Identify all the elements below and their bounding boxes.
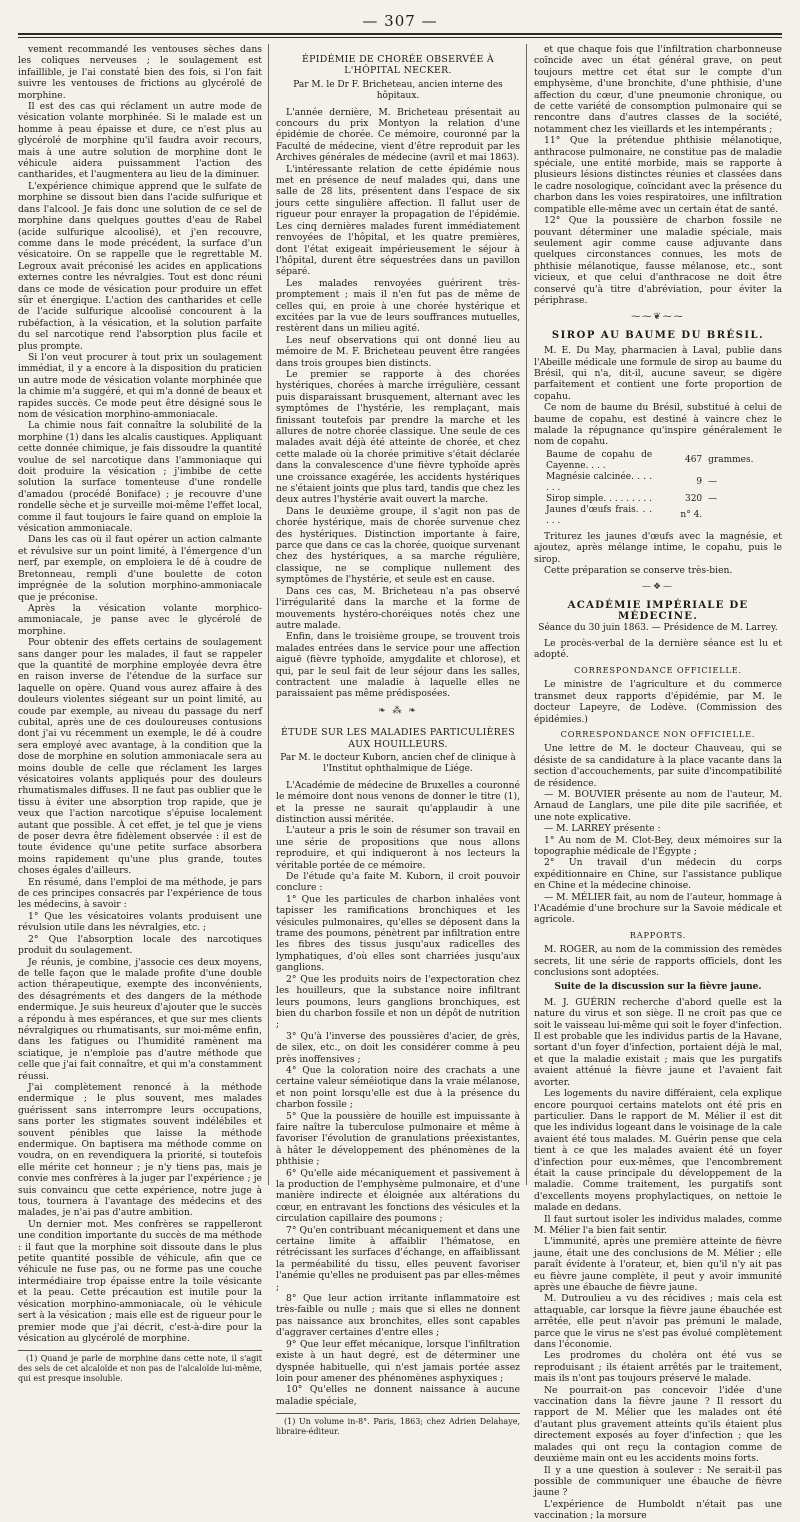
paragraph: L'expérience chimique apprend que le sulfate de morphine se dissout bien dans l'acide sulfurique et dans l'alcool. Je fais donc une solution de ce sel de morphine dans quelques gouttes d'eau de Rabel (acide sulfurique alcoolisé), et j'en recouvre, comme dans le mode précédent, la surface d'un vésicatoire. On se rappelle que le regrettable M. Legroux avait préconisé les acides en applications externes contre les névralgies. Tout est donc réuni dans ce mode de vésication pour produire un effet sûr et énergique. L'action des cantharides et celle de l'acide sulfurique alcoolisé concourent à la rubéfaction, à la vésication, et la solution parfaite du sel narcotique rend l'absorption plus facile et plus prompte.	[18, 180, 262, 352]
recipe-row	[546, 494, 774, 505]
recipe-name: Sirop simple. . . . . . . . .	[546, 493, 653, 504]
paragraph: L'auteur a pris le soin de résumer son travail en une série de propositions que nous allons reproduire, et qui indiqueront à nos lecteurs la véritable portée de ce mémoire.	[276, 825, 520, 871]
paragraph: Pour obtenir des effets certains de soulagement sans danger pour les malades, il faut se rappeler que la quantité de morphine employée devra être en raison inverse de l'étendue de la surface sur laquelle on opère. Quand vous aurez affaire à des douleurs violentes siégeant sur un point limité, au coude par exemple, au niveau du passage du nerf cubital, après une de ces douloureuses contusions dont j'ai vu récemment un exemple, le dé à coudre sera employé avec avantage, à la condition que la dose de morphine en solution ammoniacale sera au moins double de celle que réclament les larges vésicatoires volants appliqués pour des douleurs rhumatismales diffuses. Il ne faut pas oublier que le tissu à éviter une absorption trop rapide, que je veux que l'action narcotique s'épuise localement autant que possible. À cet effet, je tel que je viens de poser devra être fidèlement observée : il est de toute évidence qu'une petite surface absorbera moins rapidement qu'une plus grande, toutes choses égales d'ailleurs.	[18, 637, 262, 877]
paragraph: L'année dernière, M. Bricheteau présentait au concours du prix Montyon la relation d'une épidémie de chorée. Ce mémoire, couronné par la Faculté de médecine, vient d'être reproduit par les Archives générales de médecine (avril et mai 1863).	[276, 106, 520, 164]
article-byline: Par M. le docteur Kuborn, ancien chef de clinique à l'Institut ophthalmique de Liége.	[280, 752, 516, 775]
paragraph: Il faut surtout isoler les individus malades, comme M. Mélier l'a bien fait sentir.	[534, 1213, 782, 1236]
recipe-name: Baume de copahu de Cayenne. . . .	[546, 449, 653, 471]
paragraph: 1° Que les vésicatoires volants produisent une révulsion utile dans les névralgies, etc. ;	[18, 910, 262, 934]
header-rule	[18, 33, 782, 38]
footnote	[276, 1413, 520, 1437]
recipe-unit: —	[708, 477, 718, 488]
paragraph: Je réunis, je combine, j'associe ces deux moyens, de telle façon que le malade profite d'une double action thérapeutique, exempte des inconvénients, des désagréments et des dangers de la méthode endermique. Je suis heureux d'ajouter que le succès a répondu à mes espérances, et que sur mes clients névralgiques ou rhumatisants, sur moi-même enfin, dans les fatigues ou l'humidité ramènent ma sciatique, je n'emploie pas d'autre méthode que celle que j'ai fait connaître, et qui m'a constamment réussi.	[18, 956, 262, 1082]
paragraph: Un dernier mot. Mes confrères se rappelleront une condition importante du succès de ma méthode : il faut que la morphine soit dissoute dans le plus petite quantité possible de véhicule, afin que ce véhicule ne fuse pas, ou ne forme pas une couche intermédiaire trop épaisse entre la toile vésicante et la peau. Cette précaution est inutile pour la vésication morphino-ammoniacale, où le véhicule sert à la vésication ; mais elle est de rigueur pour le premier mode que j'ai décrit, c'est-à-dire pour la vésication au glycérolé de morphine.	[18, 1218, 262, 1344]
ornament-divider: ❧ ⁂ ❧	[378, 705, 418, 716]
paragraph: Le premier se rapporte à des chorées hystériques, chorées à marche irrégulière, cessant puis disparaissant brusquement, alternant avec les symptômes de l'hystérie, les remplaçant, mais finissant toutefois par prendre la marche et les allures de notre chorée classique. Une seule de ces malades avait déjà été atteinte de chorée, et chez cette malade où la chorée primitive s'était déclarée dans la convalescence d'une fièvre typhoïde après une croissance exagérée, les accidents hystériques ne s'étaient joints que plus tard, tandis que chez les deux autres l'hystérie avait ouvert la marche.	[276, 368, 520, 506]
paragraph: Ce nom de baume du Brésil, substitué à celui de baume de copahu, est destiné à vaincre chez le malade la répugnance qu'inspire généralement le nom de copahu.	[534, 402, 782, 448]
recipe-name: Magnésie calcinée. . . . . . .	[546, 471, 653, 493]
paragraph: et que chaque fois que l'infiltration charbonneuse coïncide avec un état général grave, on peut toujours mettre cet état sur le compte d'un emphysème, d'une bronchite, d'une phthisie, d'une affection du cœur, d'une pneumonie chronique, ou de cette variété de consomption pulmonaire qui se rencontre dans d'autres classes de la société, notamment chez les vieillards et les intempérants ;	[534, 44, 782, 135]
paragraph: vement recommandé les ventouses sèches dans les coliques nerveuses ; le soulagement est infaillible, je l'ai constaté bien des fois, si l'on fait suivre les ventouses de frictions au glycérolé de morphine.	[18, 44, 262, 101]
page-number: — 307 —	[362, 12, 438, 30]
column-1	[18, 44, 262, 1384]
paragraph: Enfin, dans le troisième groupe, se trouvent trois malades entrées dans le service pour une affection aiguë (fièvre typhoïde, amygdalite et chlorose), et qui, par le seul fait de leur séjour dans les salles, contractent une maladie à laquelle elles ne paraissaient pas même prédisposées.	[276, 631, 520, 700]
paragraph: Dans le deuxième groupe, il s'agit non pas de chorée hystérique, mais de chorée survenue chez des hystériques. Distinction importante à faire, parce que dans ce cas la chorée, quoique survenant chez des hystériques, a sa marche régulière, classique, ne se complique nullement des symptômes de l'hystérie, et seule est en cause.	[276, 505, 520, 586]
footnote	[18, 1350, 262, 1384]
article-title: ÉTUDE SUR LES MALADIES PARTICULIÈRES AUX HOUILLEURS.	[280, 727, 516, 750]
subheading: CORRESPONDANCE OFFICIELLE.	[574, 664, 742, 675]
paragraph: 8° Que leur action irritante inflammatoire est très-faible ou nulle ; mais que si elles ne donnent pas naissance aux bronchites, elles sont capables d'aggraver certaines d'entre elles ;	[276, 1293, 520, 1339]
article-title: ÉPIDÉMIE DE CHORÉE OBSERVÉE À L'HÔPITAL NECKER.	[302, 54, 494, 77]
paragraph: La chimie nous fait connaître la solubilité de la morphine (1) dans les alcalis caustiques. Appliquant cette donnée chimique, je fais dissoudre la quantité voulue de sel narcotique dans l'ammoniaque qui doit produire la vésication ; j'imbibe de cette solution la surface tomenteuse d'une rondelle d'amadou (procédé Boniface) ; je recouvre d'une rondelle sèche et je surveille moi-même l'effet local, comme il faut toujours le faire quand on emploie la vésication ammoniacale.	[18, 420, 262, 535]
ornament-divider: —❖—	[641, 582, 675, 593]
paragraph: 3° Qu'à l'inverse des poussières d'acier, de grès, de silex, etc., on doit les considérer comme à peu près inoffensives ;	[276, 1030, 520, 1065]
paragraph: 1° Que les particules de charbon inhalées vont tapisser les ramifications bronchiques et les vésicules pulmonaires, qu'elles se déposent dans la trame des poumons, pénètrent par infiltration entre les fibres des tissus jusqu'aux radicelles des lymphatiques, d'où elles sont charriées jusqu'aux ganglions.	[276, 893, 520, 974]
paragraph: Dans les cas où il faut opérer un action calmante et révulsive sur un point limité, à l'émergence d'un nerf, par exemple, on emploiera le dé à coudre de Bretonneau, rempli d'une boulette de coton imprégnée de la solution morphino-ammoniacale que je préconise.	[18, 534, 262, 603]
paragraph: M. E. Du May, pharmacien à Laval, publie dans l'Abeille médicale une formule de sirop au baume du Brésil, qui n'a, dit-il, aucune saveur, se digère parfaitement et contient une forte proportion de copahu.	[534, 345, 782, 402]
paragraph: Les logements du navire différaient, cela explique encore pourquoi certains matelots ont été pris en particulier. Dans le rapport de M. Mélier il est dit que les individus logeant dans le voisinage de la cale avaient été tous malades. M. Guérin pense que cela tient à ce que les malades avaient été un foyer d'infection pour eux-mêmes, que l'encombrement était la cause principale du développement de la maladie. Comme traitement, les purgatifs sont d'excellents moyens prophylactiques, on nettoie le malade en dedans.	[534, 1088, 782, 1214]
paragraph: Les malades renvoyées guérirent très-promptement ; mais il n'en fut pas de même de celles qui, en proie à une chorée hystérique et excitées par la vue de leurs souffrances mutuelles, restèrent dans un milieu agité.	[276, 277, 520, 335]
recipe-qty: n° 4.	[680, 510, 703, 521]
paragraph: — M. LARREY présente :	[544, 823, 661, 835]
paragraph: M. J. GUÉRIN recherche d'abord quelle est la nature du virus et son siège. Il ne croit pas que ce soit le vaisseau lui-même qui soit le foyer d'infection. Il est probable que les individus partis de la Havane, sortant d'un foyer d'infection, portaient déjà le mal, et que la maladie existait ; mais que les purgatifs avaient atténué la fièvre jaune et l'avaient fait avorter.	[534, 996, 782, 1088]
paragraph: 2° Que l'absorption locale des narcotiques produit du soulagement.	[18, 933, 262, 957]
article-body	[534, 531, 782, 577]
paragraph: 6° Qu'elle aide mécaniquement et passivement à la production de l'emphysème pulmonaire, et d'une manière indirecte et éloignée aux altérations du cœur, en entravant les fonctions des vésicules et la circulation capillaire des poumons ;	[276, 1167, 520, 1225]
recipe-row	[546, 505, 774, 527]
recipe-qty: 9	[696, 477, 703, 488]
article-body	[276, 780, 520, 1407]
paragraph: L'immunité, après une première atteinte de fièvre jaune, était une des conclusions de M. Mélier ; elle paraît évidente à l'orateur, et, bien qu'il n'y ait pas eu fièvre jaune complète, il peut y avoir immunité après une ébauche de fièvre jaune.	[534, 1236, 782, 1293]
article-body	[534, 44, 782, 306]
recipe-qty: 467	[684, 455, 703, 466]
paragraph: Il est des cas qui réclament un autre mode de vésication volante morphinée. Si le malade est un homme à peau épaisse et dure, ce n'est plus au glycérolé de morphine qu'il faudra avoir recours, mais à une autre solution de morphine dont le véhicule aidera puissamment l'action des cantharides, et l'augmentera au lieu de la diminuer.	[18, 101, 262, 181]
column-divider	[526, 44, 527, 1185]
paragraph: Une lettre de M. le docteur Chauveau, qui se désiste de sa candidature à la place vacante dans la section d'accouchements, par suite d'incompatibilité de résidence.	[534, 743, 782, 789]
recipe-row	[546, 450, 774, 472]
paragraph: Le procès-verbal de la dernière séance est lu et adopté.	[534, 638, 782, 661]
paragraph: 7° Qu'en contribuant mécaniquement et dans une certaine limite à affaiblir l'hématose, en rétrécissant les surfaces d'échange, en affaiblissant la perméabilité du tissu, elles peuvent favoriser l'anémie qu'elles ne produisent pas par elles-mêmes ;	[276, 1224, 520, 1293]
paragraph: Dans ces cas, M. Bricheteau n'a pas observé l'irrégularité dans la marche et la forme de mouvements hystéro-choréiques notés chez une autre malade.	[276, 585, 520, 631]
paragraph: Triturez les jaunes d'œufs avec la magnésie, et ajoutez, après mélange intime, le copahu, puis le sirop.	[534, 530, 782, 565]
column-2	[276, 44, 520, 1437]
paragraph: 10° Qu'elles ne donnent naissance à aucune maladie spéciale,	[276, 1384, 520, 1407]
footnote-text: (1) Quand je parle de morphine dans cette note, il s'agit des sels de cet alcaloïde et non pas de l'alcaloïde lui-même, qui est presque insoluble.	[18, 1354, 262, 1384]
paragraph: L'intéressante relation de cette épidémie nous met en présence de neuf malades qui, dans une salle de 28 lits, présentent dans l'espace de six jours cette singulière affection. Il fallut user de rigueur pour enrayer la propagation de l'épidémie. Les cinq dernières malades furent immédiatement renvoyées de l'hôpital, et les quatre premières, dont l'état exigeait impérieusement le séjour à l'hôpital, durent être séquestrées dans un pavillon séparé.	[276, 163, 520, 278]
paragraph: 4° Que la coloration noire des crachats a une certaine valeur séméiotique dans la vraie mélanose, et non point lorsqu'elle est due à la présence du charbon fossile ;	[276, 1064, 520, 1111]
paragraph: — M. BOUVIER présente au nom de l'auteur, M. Arnaud de Langlars, une pile dite pile sacrifiée, et une note explicative.	[534, 788, 782, 823]
subheading: CORRESPONDANCE NON OFFICIELLE.	[560, 728, 756, 739]
paragraph: 1° Au nom de M. Clot-Bey, deux mémoires sur la topographie médicale de l'Égypte ;	[534, 834, 782, 857]
column-divider	[268, 44, 269, 1185]
paragraph: L'expérience de Humboldt n'était pas une vaccination ; la morsure	[534, 1498, 782, 1522]
paragraph: Les prodromes du choléra ont été vus se reproduisant ; ils étaient arrêtés par le traitement, mais ils n'ont pas toujours préservé le malade.	[534, 1350, 782, 1385]
ornament-divider: ⁓⁓❦⁓⁓	[631, 312, 685, 323]
recipe-name: Jaunes d'œufs frais. . . . . .	[546, 504, 653, 526]
paragraph: 11° Que la prétendue phthisie mélanotique, anthracose pulmonaire, ne constitue pas de maladie spéciale, une entité morbide, mais se rapporte à plusieurs lésions distinctes réunies et classées dans le cadre nosologique, coïncidant avec la présence du charbon dans les voies respiratoires, une infiltration compatible elle-même avec un certain état de santé.	[534, 135, 782, 215]
paragraph: L'Académie de médecine de Bruxelles a couronné le mémoire dont nous venons de donner le titre (1), et la presse ne saurait qu'applaudir à une distinction aussi méritée.	[276, 779, 520, 825]
paragraph: Il y a une question à soulever : Ne serait-il pas possible de communiquer une ébauche de fièvre jaune ?	[534, 1464, 782, 1499]
paragraph: 9° Que leur effet mécanique, lorsque l'infiltration existe à un haut degré, est de déterminer une dyspnée habituelle, qui n'est jamais portée assez loin pour amener des phénomènes asphyxiques ;	[276, 1338, 520, 1384]
article-body	[534, 997, 782, 1522]
paragraph: Cette préparation se conserve très-bien.	[544, 565, 733, 577]
paragraph: — M. MÉLIER fait, au nom de l'auteur, hommage à l'Académie d'une brochure sur la Savoie médicale et agricole.	[534, 891, 782, 926]
paragraph: Ne pourrait-on pas concevoir l'idée d'une vaccination dans la fièvre jaune ? Il ressort du rapport de M. Mélier que les malades ont été d'autant plus gravement atteints qu'ils étaient plus directement exposés au foyer d'infection ; que les malades qui ont reçu la contagion comme de deuxième main ont eu les accidents moins forts.	[534, 1384, 782, 1465]
subheading: RAPPORTS.	[629, 929, 687, 940]
article-body	[534, 345, 782, 448]
paragraph: Après la vésication volante morphico-ammoniacale, je panse avec le glycérolé de morphine.	[18, 602, 262, 637]
paragraph: M. Dutroulieu a vu des récidives ; mais cela est attaquable, car lorsque la fièvre jaune ébauchée est arrêtée, elle peut n'avoir pas prémuni le malade, parce que le virus ne s'est pas évolué complètement dans l'économie.	[534, 1293, 782, 1351]
paragraph: 5° Que la poussière de houille est impuissante à faire naître la tuberculose pulmonaire et même à favoriser l'évolution de granulations préexistantes, à hâter le développement des phénomènes de la phthisie ;	[276, 1110, 520, 1168]
subheading: Suite de la discussion sur la fièvre jaune.	[554, 982, 762, 993]
recipe-unit: —	[708, 493, 718, 504]
section-heading: ACADÉMIE IMPÉRIALE DE MÉDECINE.	[567, 598, 749, 623]
article-body	[276, 107, 520, 700]
paragraph: De l'étude qu'a faite M. Kuborn, il croit pouvoir conclure :	[276, 871, 520, 894]
section-heading: SIROP AU BAUME DU BRÉSIL.	[551, 329, 765, 341]
col1-body	[18, 44, 262, 1344]
paragraph: Les neuf observations qui ont donné lieu au mémoire de M. F. Bricheteau peuvent être rangées dans trois groupes bien distincts.	[276, 334, 520, 369]
paragraph: En résumé, dans l'emploi de ma méthode, je pars de ces principes consacrés par l'expérience de tous les médecins, à savoir :	[18, 876, 262, 911]
recipe-unit: grammes.	[708, 455, 754, 466]
paragraph: Si l'on veut procurer à tout prix un soulagement immédiat, il y a encore à la disposition du praticien un autre mode de vésication volante morphinée que la chimie m'a suggéré, et qui m'a donné de beaux et rapides succès. Ce mode peut être désigné sous le nom de vésication morphino-ammoniacale.	[18, 351, 262, 420]
article-byline: Par M. le Dr F. Bricheteau, ancien interne des hôpitaux.	[293, 79, 503, 102]
recipe-table	[546, 450, 774, 527]
recipe-qty: 320	[684, 493, 703, 504]
paragraph: 12° Que la poussière de charbon fossile ne pouvant déterminer une maladie spéciale, mais seulement agir comme cause adjuvante dans quelques circonstances connues, les mots de phthisie mélanotique, fausse mélanose, etc., sont vicieux, et que celui d'anthracose ne doit être conservé qu'à titre d'abréviation, pour éviter la périphrase.	[534, 215, 782, 306]
paragraph: 2° Que les produits noirs de l'expectoration chez les houilleurs, que la substance noire infiltrant leurs poumons, leurs ganglions bronchiques, est bien du charbon fossile et non un dépôt de nutrition ;	[276, 973, 520, 1031]
paragraph: 2° Un travail d'un médecin du corps expéditionnaire en Chine, sur l'assistance publique en Chine et la médecine chinoise.	[534, 857, 782, 892]
footnote-text: (1) Un volume in-8°. Paris, 1863; chez Adrien Delahaye, libraire-éditeur.	[276, 1417, 520, 1437]
paragraph: M. ROGER, au nom de la commission des remèdes secrets, lit une série de rapports officiels, dont les conclusions sont adoptées.	[534, 944, 782, 979]
paragraph: Le ministre de l'agriculture et du commerce transmet deux rapports d'épidémie, par M. le docteur Lapeyre, de Lodève. (Commission des épidémies.)	[534, 679, 782, 725]
recipe-unit	[702, 505, 774, 527]
session-line: Séance du 30 juin 1863. — Présidence de M. Larrey.	[538, 622, 778, 633]
article-body	[534, 743, 782, 926]
column-3	[534, 44, 782, 1522]
paragraph: J'ai complètement renoncé à la méthode endermique ; le plus souvent, mes malades guérissent sans interrompre leurs occupations, sans porter les stigmates souvent indélébiles et souvent pénibles que laisse la méthode endermique. On baptisera ma méthode comme on voudra, on en revendiquera la priorité, si toutefois elle mérite cet honneur ; je n'y tiens pas, mais je convie mes confrères à la juger par l'expérience ; je suis convaincu que cette expérience, notre juge à tous, tournera à l'avantage des médecins et des malades, je n'ai pas d'autre ambition.	[18, 1081, 262, 1219]
recipe-row	[546, 472, 774, 494]
